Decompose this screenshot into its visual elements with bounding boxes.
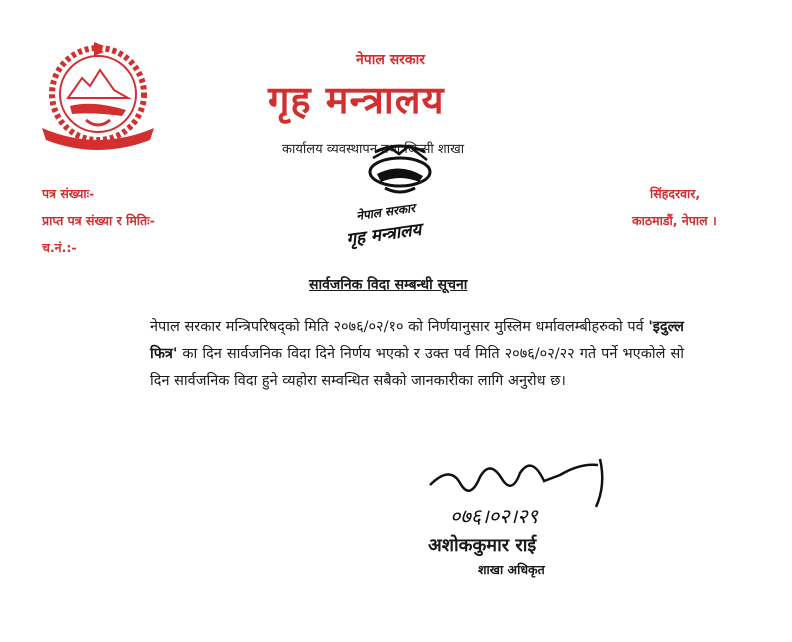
handwritten-signature-icon xyxy=(420,455,620,530)
nepal-emblem-icon xyxy=(32,40,164,150)
signatory-name: अशोककुमार राई xyxy=(428,535,537,556)
government-name: नेपाल सरकार xyxy=(356,52,426,68)
notice-text-part1: नेपाल सरकार मन्त्रिपरिषद्को मिति २०७६/०२/१० को निर्णयानुसार मुस्लिम धर्मावलम्बीहरुको पर्व xyxy=(150,319,649,335)
stamp-text-ministry: गृह मन्त्रालय xyxy=(345,219,423,251)
dispatch-number-label: च.नं.:- xyxy=(42,240,77,255)
notice-body xyxy=(150,314,684,395)
svg-text:०७६।०२।२९: ०७६।०२।२९ xyxy=(450,504,538,528)
festival-name: 'इदुल्ल फित्र' xyxy=(150,319,684,362)
notice-title: सार्वजनिक विदा सम्बन्धी सूचना xyxy=(309,277,468,293)
notice-text-part2: का दिन सार्वजनिक विदा दिने निर्णय भएको र उक्त पर्व मिति २०७६/०२/२२ गते पर्ने भएकोले सो दिन सार्वजनिक विदा हुने व्यहोरा सम्वन्धित सबैको जानकारीका लागि अनुरोध छ। xyxy=(150,346,684,389)
notice-paragraph xyxy=(150,314,684,395)
office-name: कार्यालय व्यवस्थापन तथा जिन्सी शाखा xyxy=(282,142,465,157)
received-reference-label: प्राप्त पत्र संख्या र मितिः- xyxy=(42,213,155,228)
signatory-designation: शाखा अधिकृत xyxy=(478,562,545,577)
address-line-2: काठमाडौं, नेपाल । xyxy=(632,213,717,228)
ministry-name: गृह मन्त्रालय xyxy=(268,78,445,122)
reference-number-label: पत्र संख्याः- xyxy=(42,186,95,201)
stamp-text-government: नेपाल सरकार xyxy=(355,200,416,224)
address-line-1: सिंहदरवार, xyxy=(650,186,701,201)
